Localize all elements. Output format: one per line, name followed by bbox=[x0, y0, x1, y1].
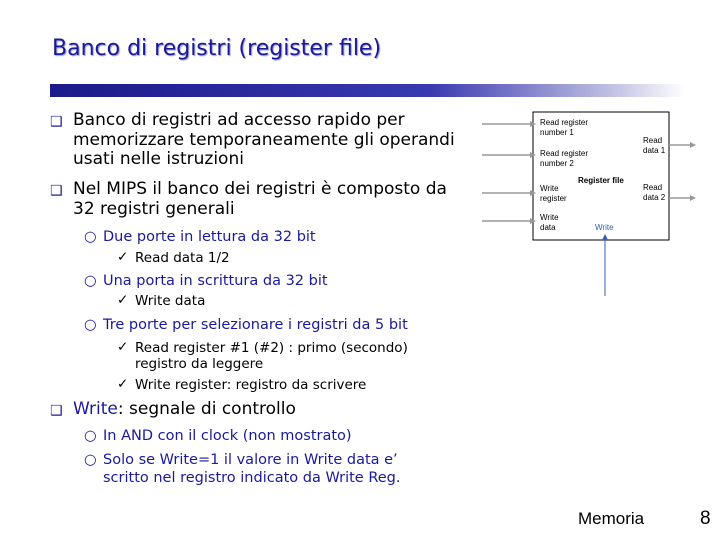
title-rule bbox=[50, 84, 685, 97]
page-number: 8 bbox=[700, 508, 711, 529]
arrow-head-icon bbox=[690, 195, 696, 201]
read-register-1-label-line-2: number 1 bbox=[540, 128, 574, 137]
arrow-head-icon bbox=[690, 142, 696, 148]
footer-label: Memoria bbox=[578, 509, 645, 528]
sub-item-3: Tre porte per selezionare i registri da 5 bit bbox=[103, 317, 408, 333]
square-bullet-icon: ❑ bbox=[50, 114, 63, 130]
bullet-1-line-3: usati nelle istruzioni bbox=[73, 149, 244, 169]
sub-item-2: Una porta in scrittura da 32 bit bbox=[103, 273, 328, 289]
sub-item-5-line-2: scritto nel registro indicato da Write Reg. bbox=[103, 470, 401, 486]
sub-item-3-check-2: Write register: registro da scrivere bbox=[135, 377, 367, 393]
write-register-label-line-2: register bbox=[540, 194, 567, 203]
read-data-1-label-line-1: Read bbox=[643, 136, 663, 145]
register-file-diagram bbox=[480, 100, 700, 300]
checkmark-icon: ✓ bbox=[117, 339, 129, 355]
sub-item-1-check: Read data 1/2 bbox=[135, 250, 230, 266]
checkmark-icon: ✓ bbox=[117, 249, 129, 265]
write-signal-label: Write bbox=[595, 223, 614, 232]
bullet-2-line-1: Nel MIPS il banco dei registri è composto da bbox=[73, 179, 447, 199]
circle-bullet-icon: ○ bbox=[84, 273, 97, 289]
square-bullet-icon: ❑ bbox=[50, 403, 63, 419]
sub-item-2-check: Write data bbox=[135, 293, 206, 309]
checkmark-icon: ✓ bbox=[117, 376, 129, 392]
read-data-2-label-line-1: Read bbox=[643, 183, 663, 192]
read-register-2-label-line-2: number 2 bbox=[540, 159, 574, 168]
bullet-3-rest: : segnale di controllo bbox=[117, 399, 296, 419]
register-file-title: Register file bbox=[578, 176, 624, 185]
write-data-label-line-2: data bbox=[540, 223, 556, 232]
sub-item-3-check-1-line-2: registro da leggere bbox=[135, 356, 264, 372]
square-bullet-icon: ❑ bbox=[50, 183, 63, 199]
write-register-label-line-1: Write bbox=[540, 184, 559, 193]
circle-bullet-icon: ○ bbox=[84, 428, 97, 444]
slide-title: Banco di registri (register file) bbox=[52, 36, 382, 61]
bullet-3 bbox=[73, 400, 296, 420]
bullet-1-line-1: Banco di registri ad accesso rapido per bbox=[73, 110, 405, 130]
bullet-1-line-2: memorizzare temporaneamente gli operandi bbox=[73, 129, 455, 150]
circle-bullet-icon: ○ bbox=[84, 229, 97, 245]
bullet-2-line-2: 32 registri generali bbox=[73, 199, 235, 219]
read-data-2-label-line-2: data 2 bbox=[643, 193, 666, 202]
read-register-1-label-line-1: Read register bbox=[540, 118, 589, 127]
sub-item-5-line-1: Solo se Write=1 il valore in Write data e’ bbox=[103, 452, 398, 468]
checkmark-icon: ✓ bbox=[117, 292, 129, 308]
circle-bullet-icon: ○ bbox=[84, 452, 97, 468]
circle-bullet-icon: ○ bbox=[84, 317, 97, 333]
sub-item-3-check-1-line-1: Read register #1 (#2) : primo (secondo) bbox=[135, 340, 408, 356]
write-word: Write bbox=[73, 399, 118, 419]
sub-item-4: In AND con il clock (non mostrato) bbox=[103, 428, 352, 444]
sub-item-1: Due porte in lettura da 32 bit bbox=[103, 229, 316, 245]
read-register-2-label-line-1: Read register bbox=[540, 149, 589, 158]
read-data-1-label-line-2: data 1 bbox=[643, 146, 666, 155]
write-data-label-line-1: Write bbox=[540, 213, 559, 222]
